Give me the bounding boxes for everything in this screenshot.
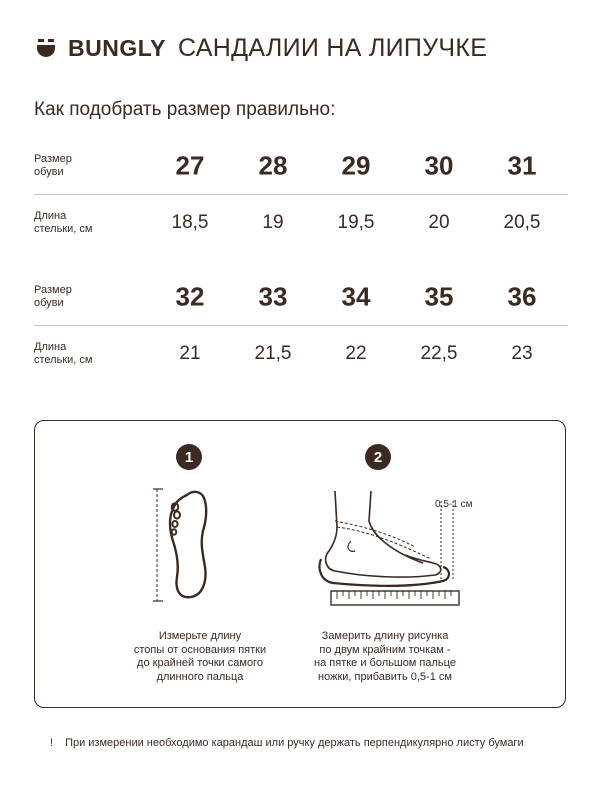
length-row: [34, 195, 568, 251]
size-guide-subtitle: Как подобрать размер правильно:: [34, 99, 336, 120]
footnote: [50, 737, 524, 749]
length-value: 21: [179, 343, 201, 364]
size-value: 33: [258, 281, 288, 312]
length-value: 20: [428, 212, 450, 233]
size-value: 28: [258, 150, 288, 181]
length-row-label: Длина стельки, см: [34, 210, 93, 235]
foot-outline-icon: [147, 485, 231, 605]
length-value: 23: [511, 343, 533, 364]
step-2-caption: Замерить длину рисунка по двум крайним точкам - на пятке и большом пальце ножки, прибавить 0,5-1 см: [314, 630, 456, 683]
size-row-label: Размер обуви: [34, 284, 72, 309]
size-row-label: Размер обуви: [34, 153, 72, 178]
length-value: 22: [345, 343, 367, 364]
length-value: 18,5: [171, 212, 209, 233]
product-title: САНДАЛИИ НА ЛИПУЧКЕ: [178, 33, 488, 62]
step-1-caption: Измерьте длину стопы от основания пятки до крайней точки самого длинного пальца: [133, 630, 267, 683]
size-value: 32: [175, 281, 205, 312]
size-value: 34: [341, 281, 371, 312]
size-value: 27: [175, 150, 205, 181]
margin-note: 0,5-1 см: [435, 499, 473, 510]
size-table-1: [34, 138, 568, 251]
size-value: 30: [424, 150, 454, 181]
step-2-badge: 2: [365, 444, 391, 470]
length-value: 22,5: [420, 343, 458, 364]
length-value: 20,5: [503, 212, 541, 233]
size-table-2: [34, 269, 568, 382]
brand-logo-icon: [34, 36, 58, 60]
length-row-label: Длина стельки, см: [34, 341, 93, 366]
footnote-text: При измерении необходимо карандаш или ручку держать перпендикулярно листу бумаги: [65, 737, 524, 749]
step-1-badge: 1: [176, 444, 202, 470]
size-value: 36: [507, 281, 537, 312]
size-value: 31: [507, 150, 537, 181]
size-row: [34, 269, 568, 325]
length-value: 21,5: [254, 343, 292, 364]
length-row: [34, 326, 568, 382]
measurement-instructions-panel: [34, 420, 566, 708]
size-value: 35: [424, 281, 454, 312]
size-row: [34, 138, 568, 194]
length-value: 19: [262, 212, 284, 233]
header: [34, 28, 574, 68]
length-value: 19,5: [337, 212, 375, 233]
size-value: 29: [341, 150, 371, 181]
warning-mark: !: [50, 737, 54, 749]
brand-name: BUNGLY: [68, 34, 166, 61]
